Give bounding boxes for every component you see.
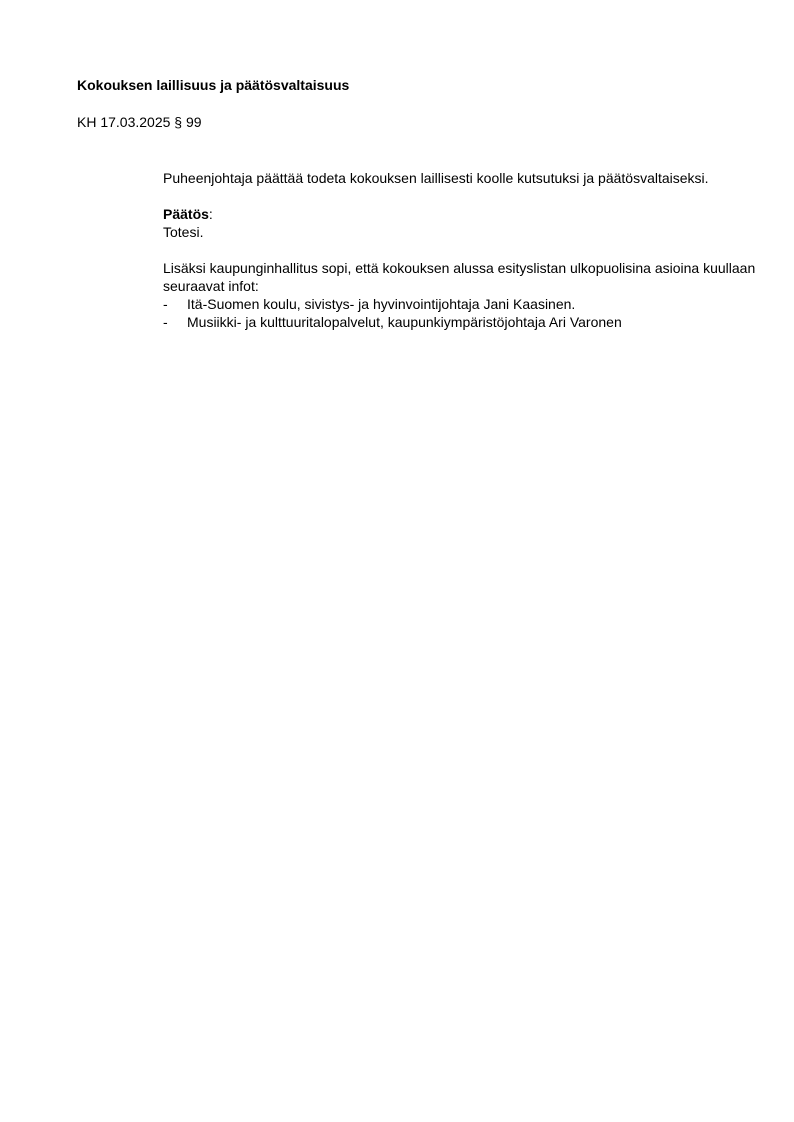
spacer	[163, 241, 763, 259]
list-item	[163, 295, 763, 313]
proposal-paragraph: Puheenjohtaja päättää todeta kokouksen laillisesti koolle kutsutuksi ja päätösvaltaiseksi.	[163, 170, 709, 186]
info-list	[163, 295, 763, 331]
decision-text: Totesi.	[163, 224, 204, 240]
list-item-text: Musiikki- ja kulttuuritalopalvelut, kaupunkiympäristöjohtaja Ari Varonen	[187, 314, 622, 330]
spacer	[163, 187, 763, 205]
section-title: Kokouksen laillisuus ja päätösvaltaisuus	[77, 77, 350, 93]
list-item-text: Itä-Suomen koulu, sivistys- ja hyvinvointijohtaja Jani Kaasinen.	[187, 296, 576, 312]
decision-heading	[163, 205, 763, 223]
list-dash: -	[163, 296, 168, 312]
section-body	[163, 169, 763, 331]
list-item	[163, 313, 763, 331]
decision-label: Päätös	[163, 206, 209, 222]
decision-colon: :	[208, 206, 213, 222]
additional-paragraph: Lisäksi kaupunginhallitus sopi, että kokouksen alussa esityslistan ulkopuolisina asioina kuullaan seuraavat infot:	[163, 260, 756, 294]
list-dash: -	[163, 314, 168, 330]
meeting-reference: KH 17.03.2025 § 99	[77, 114, 202, 130]
